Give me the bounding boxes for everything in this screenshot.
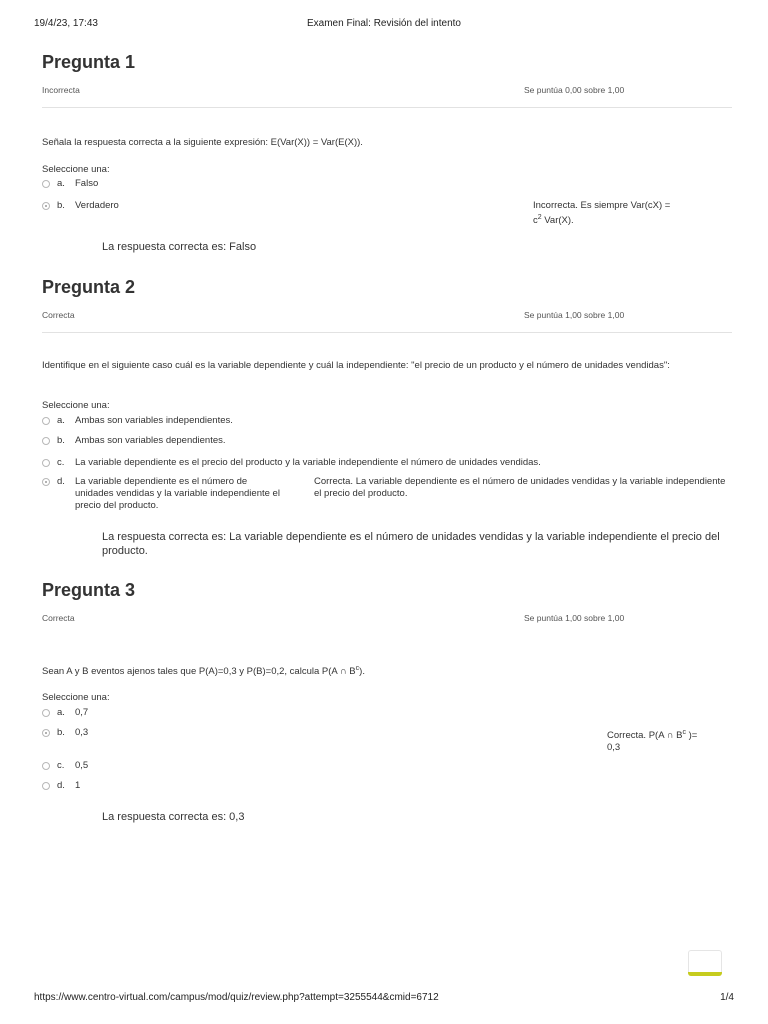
radio-button[interactable] bbox=[42, 459, 50, 467]
option-letter: c. bbox=[57, 760, 65, 771]
option-letter: b. bbox=[57, 200, 65, 211]
question-2 bbox=[42, 276, 732, 566]
question-divider bbox=[42, 107, 732, 108]
question-divider bbox=[42, 332, 732, 333]
option-text: 0,3 bbox=[75, 727, 89, 738]
option-letter: b. bbox=[57, 435, 65, 446]
answer-option-c[interactable] bbox=[42, 457, 732, 471]
print-footer bbox=[34, 992, 734, 1006]
option-letter: b. bbox=[57, 727, 65, 738]
option-letter: a. bbox=[57, 707, 65, 718]
option-text: La variable dependiente es el precio del producto y la variable independiente el número de unidades vendidas. bbox=[75, 457, 541, 468]
question-text: Sean A y B eventos ajenos tales que P(A)=0,3 y P(B)=0,2, calcula P(A ∩ $B^c$). bbox=[42, 665, 365, 678]
question-state: Incorrecta bbox=[42, 85, 80, 95]
question-grade: Se puntúa 1,00 sobre 1,00 bbox=[524, 310, 625, 320]
question-grade: Se puntúa 1,00 sobre 1,00 bbox=[524, 613, 625, 623]
correct-answer: La respuesta correcta es: La variable dependiente es el número de unidades vendidas y la variable independiente el precio del producto. bbox=[102, 531, 720, 557]
radio-button[interactable] bbox=[42, 417, 50, 425]
radio-button-selected[interactable] bbox=[42, 478, 50, 486]
feedback-line: Incorrecta. Es siempre Var(cX) = bbox=[533, 200, 671, 211]
question-grade: Se puntúa 0,00 sobre 1,00 bbox=[524, 85, 625, 95]
option-letter: c. bbox=[57, 457, 65, 468]
answer-feedback bbox=[533, 200, 732, 227]
correct-answer: La respuesta correcta es: Falso bbox=[102, 241, 257, 253]
answer-option-a[interactable] bbox=[42, 415, 732, 429]
question-3 bbox=[42, 579, 732, 829]
option-letter: a. bbox=[57, 415, 65, 426]
radio-button-selected[interactable] bbox=[42, 202, 50, 210]
answer-option-b[interactable] bbox=[42, 200, 342, 214]
option-text: Falso bbox=[75, 178, 99, 189]
answer-option-b[interactable] bbox=[42, 435, 732, 449]
answer-prompt: Seleccione una: bbox=[42, 164, 110, 175]
answer-option-b[interactable] bbox=[42, 727, 342, 741]
feedback-line: 0,3 bbox=[607, 742, 621, 754]
radio-button[interactable] bbox=[42, 180, 50, 188]
answer-prompt: Seleccione una: bbox=[42, 400, 110, 411]
option-letter: a. bbox=[57, 178, 65, 189]
radio-button[interactable] bbox=[42, 762, 50, 770]
radio-button[interactable] bbox=[42, 709, 50, 717]
option-text: 0,7 bbox=[75, 707, 89, 718]
correct-answer: La respuesta correcta es: 0,3 bbox=[102, 811, 245, 823]
floating-panel-button[interactable] bbox=[688, 950, 722, 976]
answer-feedback bbox=[607, 727, 732, 754]
question-state: Correcta bbox=[42, 310, 75, 320]
option-text: 1 bbox=[75, 780, 81, 791]
option-letter: d. bbox=[57, 476, 65, 487]
question-info bbox=[42, 310, 732, 324]
question-title: Pregunta 2 bbox=[42, 277, 136, 297]
question-state: Correcta bbox=[42, 613, 75, 623]
option-letter: d. bbox=[57, 780, 65, 791]
question-info bbox=[42, 85, 732, 99]
option-text: 0,5 bbox=[75, 760, 89, 771]
radio-button-selected[interactable] bbox=[42, 729, 50, 737]
radio-button[interactable] bbox=[42, 437, 50, 445]
print-header bbox=[34, 18, 734, 32]
answer-option-a[interactable] bbox=[42, 178, 342, 192]
answer-option-d[interactable] bbox=[42, 476, 292, 514]
feedback-line: Correcta. P(A ∩ $B^c$ )= bbox=[607, 729, 698, 742]
answer-option-a[interactable] bbox=[42, 707, 342, 721]
answer-option-c[interactable] bbox=[42, 760, 342, 774]
print-url: https://www.centro-virtual.com/campus/mod/quiz/review.php?attempt=3255544&cmid=6712 bbox=[34, 992, 439, 1003]
radio-button[interactable] bbox=[42, 782, 50, 790]
question-text: Señala la respuesta correcta a la siguiente expresión: E(Var(X)) = Var(E(X)). bbox=[42, 137, 363, 148]
question-text: Identifique en el siguiente caso cuál es la variable dependiente y cuál la independiente: "el precio de un producto y el número de unidades vendidas": bbox=[42, 360, 670, 371]
print-datetime: 19/4/23, 17:43 bbox=[34, 18, 98, 29]
answer-option-d[interactable] bbox=[42, 780, 342, 794]
answer-feedback: Correcta. La variable dependiente es el número de unidades vendidas y la variable independiente el precio del producto. bbox=[314, 476, 726, 499]
question-info bbox=[42, 613, 732, 627]
question-1 bbox=[42, 51, 732, 261]
answer-prompt: Seleccione una: bbox=[42, 692, 110, 703]
option-text: Ambas son variables independientes. bbox=[75, 415, 233, 426]
feedback-line: $c^2$ Var(X). bbox=[533, 214, 574, 227]
question-title: Pregunta 1 bbox=[42, 52, 136, 72]
option-text: La variable dependiente es el número de unidades vendidas y la variable independiente el precio del producto. bbox=[75, 476, 280, 511]
print-page-number: 1/4 bbox=[720, 992, 734, 1003]
option-text: Ambas son variables dependientes. bbox=[75, 435, 226, 446]
question-title: Pregunta 3 bbox=[42, 580, 136, 600]
print-page-title: Examen Final: Revisión del intento bbox=[307, 18, 461, 29]
option-text: Verdadero bbox=[75, 200, 119, 211]
